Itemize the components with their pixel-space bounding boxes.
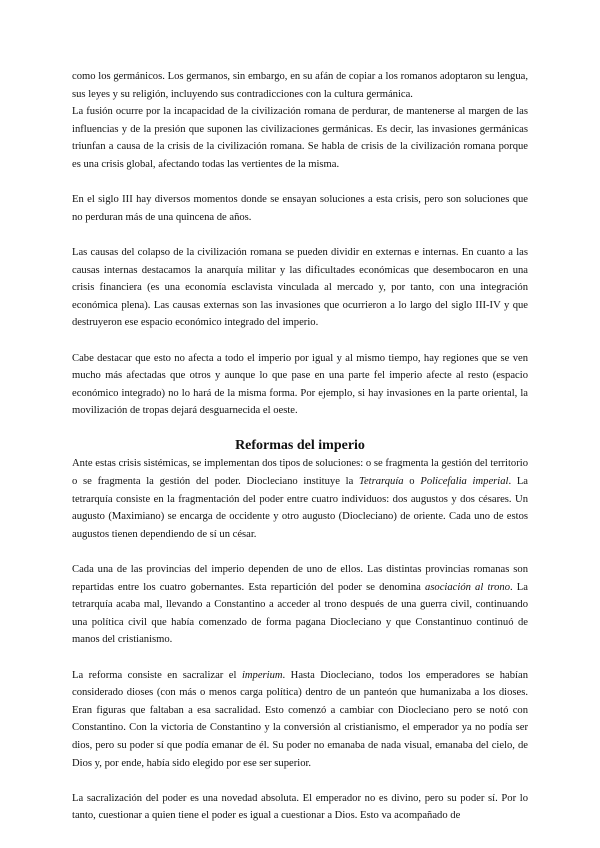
paragraph-uneven-impact: Cabe destacar que esto no afecta a todo el imperio por igual y al mismo tiempo, hay regiones que se ven mucho más afectadas que otros y aunque lo que pase en una parte fel imperio afecte al resto (espacio económico integrado) no lo hará de la misma forma. Por ejemplo, si hay invasiones en la parte oriental, la movilización de tropas dejará desguarnecida el oeste. [72, 352, 528, 417]
paragraph-collapse-causes: Las causas del colapso de la civilización romana se pueden dividir en externas e internas. En cuanto a las causas internas destacamos la anarquía militar y las dificultades económicas que desembocaron en una crisis financiera (es una economía esclavista vinculada al mercado y, por tanto, con una integración económica plena). Las causas externas son las invasiones que ocurrieron a lo largo del siglo III-IV y que destruyeron ese espacio económico integrado del imperio. [72, 246, 528, 329]
text-run: La reforma consiste en sacralizar el [72, 669, 242, 681]
paragraph-provinces [72, 561, 528, 649]
italic-term: Tetrarquía [359, 476, 404, 488]
text-run: Ante estas crisis sistémicas, se implementan dos tipos de soluciones: o se fragmenta la gestión del territorio o se fragmenta la gestión del poder. Diocleciano instituye la [72, 458, 528, 488]
text-run: . La tetrarquía acaba mal, llevando a Constantino a acceder al trono después de una guerra civil, continuando una política civil que había comenzado de forma pagana Diocleciano y que Constantinuo continuó de manos del cristianismo. [72, 581, 528, 646]
text-run: Cada una de las provincias del imperio dependen de uno de ellos. Las distintas provincias romanas son repartidas entre los cuatro gobernantes. Esta repartición del poder se denomina [72, 564, 528, 593]
paragraph-sacralization-reform [72, 667, 528, 773]
paragraph-sacralization-novelty: La sacralización del poder es una novedad absoluta. El emperador no es divino, pero su poder sí. Por lo tanto, cuestionar a quien tiene el poder es igual a cuestionar a Dios. Esto va acompañado de [72, 792, 528, 822]
text-run: . Hasta Diocleciano, todos los emperadores se habían considerado dioses (con más o menos carga política) dentro de un panteón que humanizaba a los dioses. Eran figuras que faltaban a esa sacralidad. Esto comenzó a cambiar con Diocleciano pero se notó con Constantino. Con la victoria de Constantino y la conversión al cristianismo, el emperador ya no podía ser dios, pero su poder sí que podía emanar de él. Su poder no emanaba de nada visual, emanaba del cielo, de Dios y, por ende, había sido elegido por ese ser superior. [72, 669, 529, 769]
paragraph-germanic-adoption: como los germánicos. Los germanos, sin embargo, en su afán de copiar a los romanos adoptaron su lengua, sus leyes y su religión, incluyendo sus contradicciones con la cultura germánica. [72, 71, 528, 100]
paragraph-fusion: La fusión ocurre por la incapacidad de la civilización romana de perdurar, de mantenerse al margen de las influencias y de la presión que suponen las civilizaciones germánicas. Es decir, las invasiones germánicas triunfan a causa de la crisis de la civilización romana. Se habla de crisis de la civilización romana porque es una crisis global, afectando todas las vertientes de la misma. [72, 106, 528, 170]
text-run: o [403, 476, 421, 488]
text-run: . La tetrarquía consiste en la fragmentación del poder entre cuatro individuos: dos augustos y dos césares. Un augusto (Maximiano) se encarga de occidente y otro augusto (Diocleciano) de oriente. Cada uno de estos augustos tienen dependiendo de sí un césar. [72, 476, 529, 540]
section-heading: Reformas del imperio [235, 438, 365, 454]
paragraph-tetrarchy [72, 455, 528, 543]
document-page [72, 68, 528, 825]
italic-term: asociación al trono [425, 581, 511, 593]
paragraph-third-century: En el siglo III hay diversos momentos donde se ensayan soluciones a esta crisis, pero son soluciones que no perduran más de una quincena de años. [72, 194, 528, 223]
italic-term: Policefalia imperial [420, 476, 509, 488]
italic-term: imperium [241, 669, 283, 681]
